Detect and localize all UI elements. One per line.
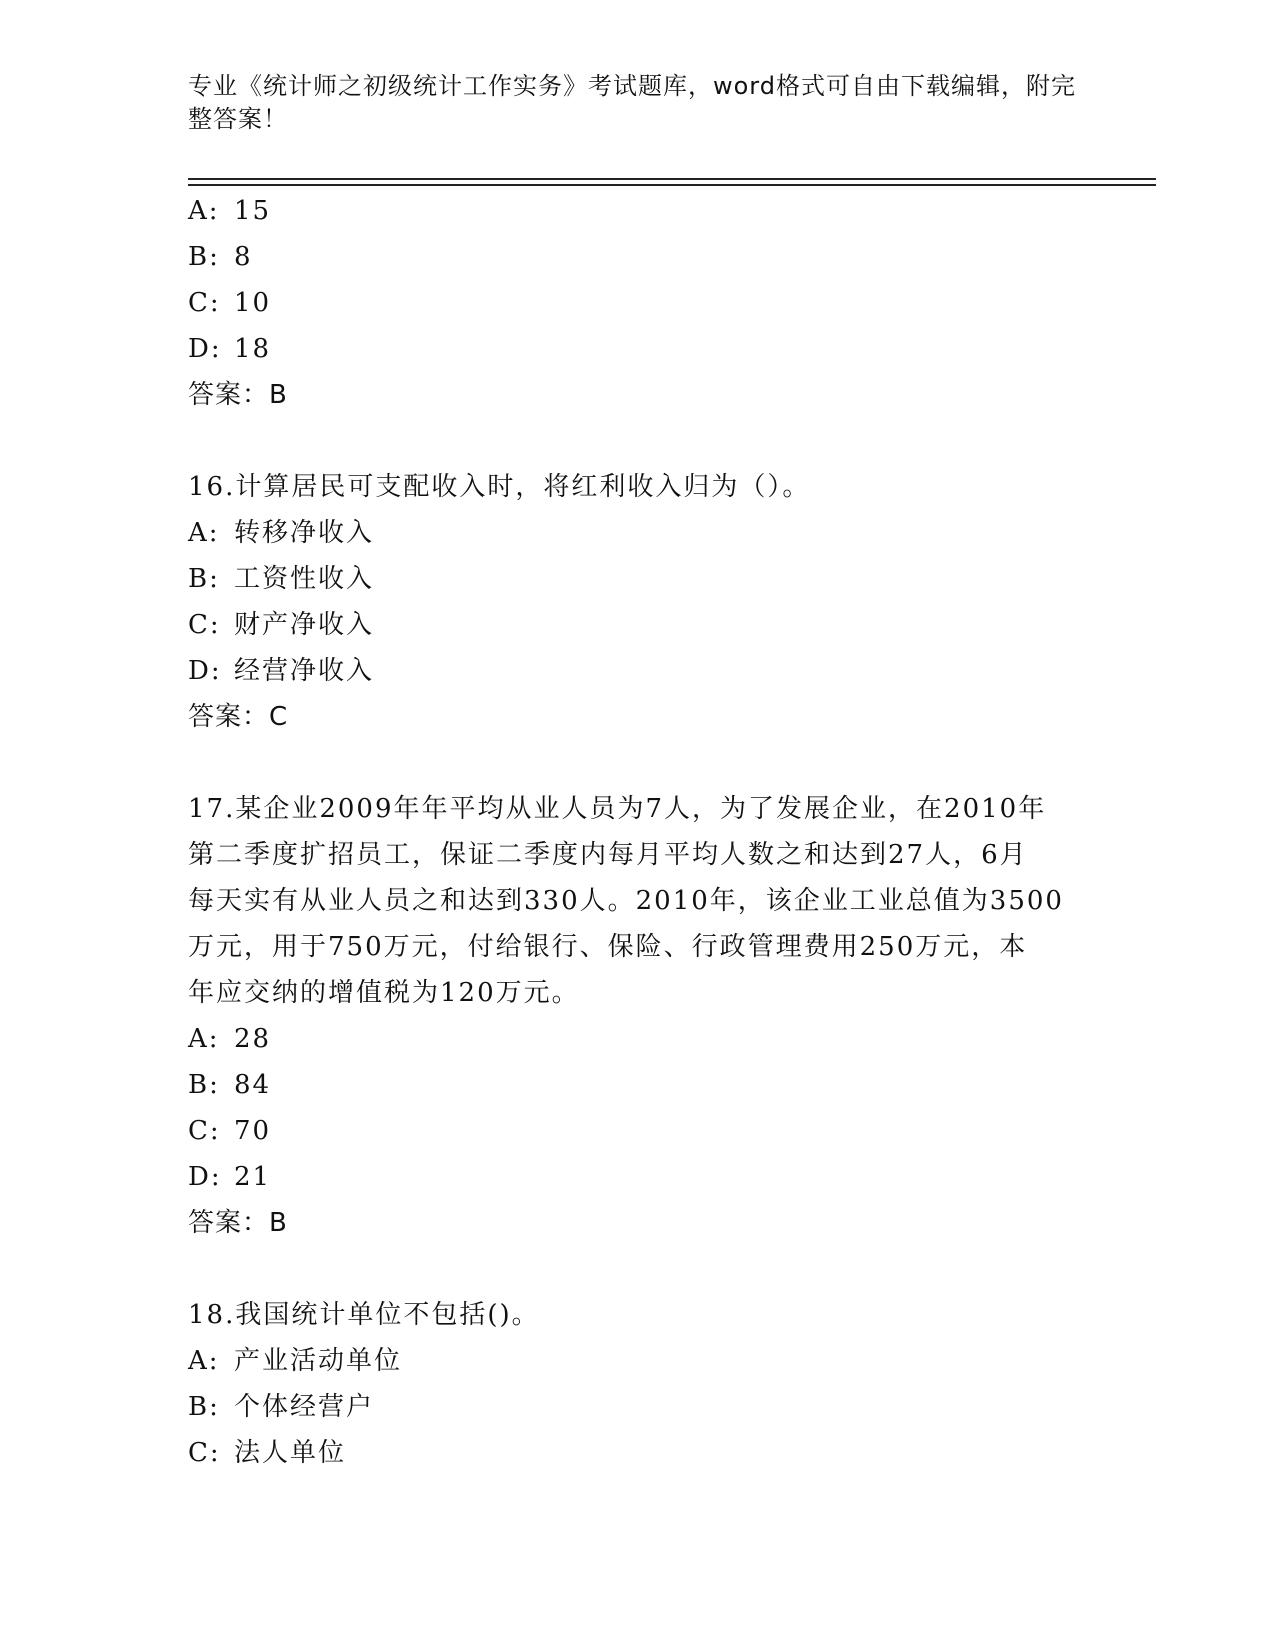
answer: 答案：C (188, 702, 289, 732)
option-b: B: 工资性收入 (188, 564, 375, 594)
question-stem-line-5: 年应交纳的增值税为120万元。 (188, 978, 580, 1008)
option-d: D: 经营净收入 (188, 656, 375, 686)
header-line-1: 专业《统计师之初级统计工作实务》考试题库，word格式可自由下载编辑，附完 (188, 72, 1076, 100)
question-17 (188, 786, 1088, 1246)
option-a: A: 15 (188, 196, 272, 226)
option-a: A: 28 (188, 1024, 272, 1054)
option-d: D: 18 (188, 334, 272, 364)
question-18 (188, 1292, 1088, 1476)
answer: 答案：B (188, 380, 288, 410)
question-stem: 18.我国统计单位不包括()。 (188, 1300, 540, 1330)
question-16 (188, 464, 1088, 740)
header-line-2: 整答案！ (188, 105, 288, 133)
question-stem-line-3: 每天实有从业人员之和达到330人。2010年，该企业工业总值为3500 (188, 886, 1064, 916)
option-c: C: 法人单位 (188, 1438, 347, 1468)
header-divider-bottom (188, 184, 1156, 186)
option-d: D: 21 (188, 1162, 272, 1192)
document-header (188, 70, 1088, 136)
option-a: A: 产业活动单位 (188, 1346, 403, 1376)
option-c: C: 财产净收入 (188, 610, 375, 640)
question-stem: 16.计算居民可支配收入时，将红利收入归为（）。 (188, 472, 811, 502)
option-b: B: 84 (188, 1070, 272, 1100)
question-stem-line-1: 17.某企业2009年年平均从业人员为7人，为了发展企业，在2010年 (188, 794, 1047, 824)
answer: 答案：B (188, 1208, 288, 1238)
option-b: B: 个体经营户 (188, 1392, 375, 1422)
question-list (188, 188, 1088, 1476)
option-c: C: 70 (188, 1116, 272, 1146)
option-a: A: 转移净收入 (188, 518, 375, 548)
option-c: C: 10 (188, 288, 272, 318)
option-b: B: 8 (188, 242, 253, 272)
question-stem-line-2: 第二季度扩招员工，保证二季度内每月平均人数之和达到27人，6月 (188, 840, 1028, 870)
question-stem-line-4: 万元，用于750万元，付给银行、保险、行政管理费用250万元，本 (188, 932, 1028, 962)
header-divider-top (188, 178, 1156, 180)
question-15 (188, 188, 1088, 418)
